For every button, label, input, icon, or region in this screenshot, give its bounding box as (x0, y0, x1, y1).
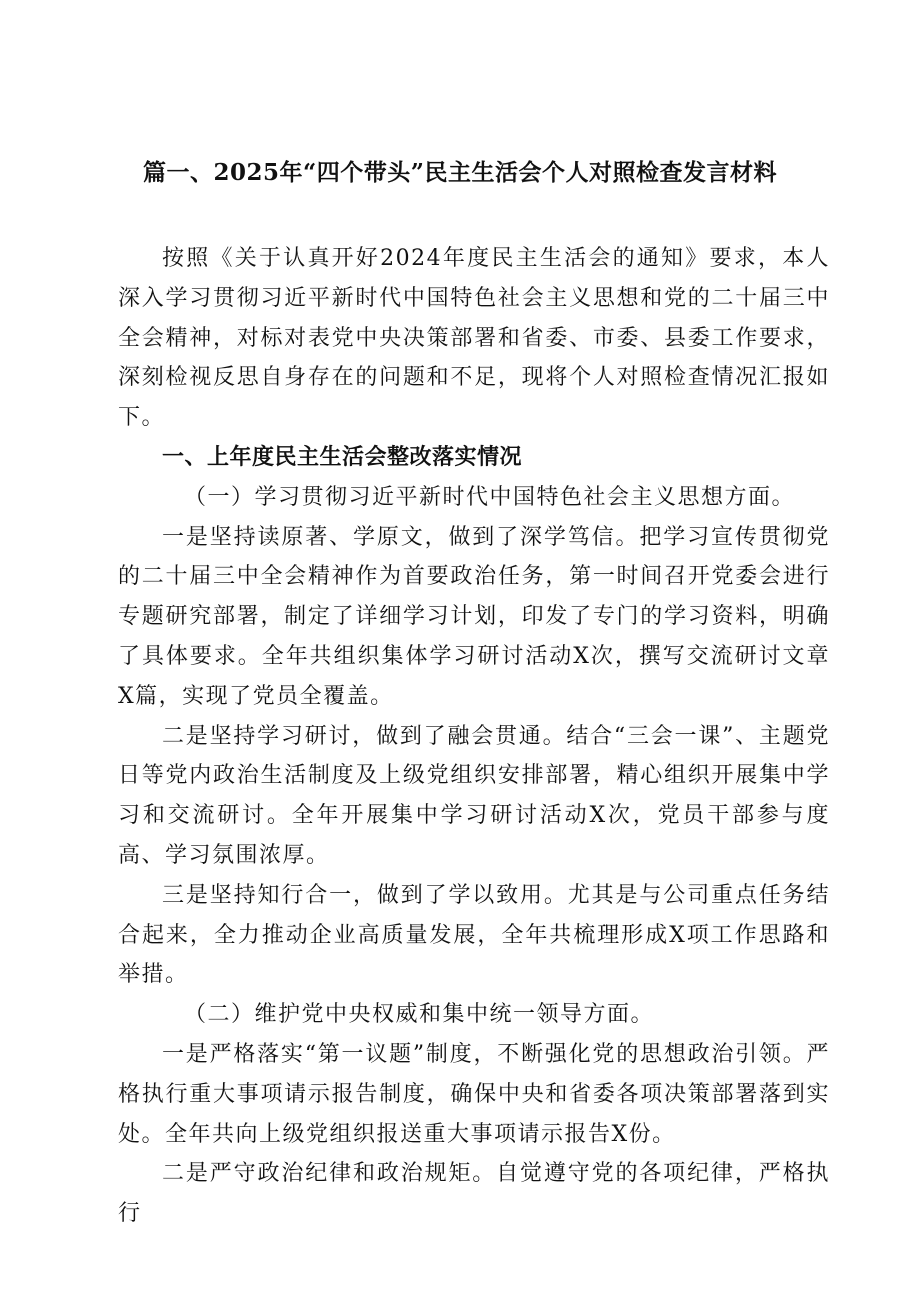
subsection-heading: （一）学习贯彻习近平新时代中国特色社会主义思想方面。 (184, 484, 796, 510)
intro-paragraph: 按照《关于认真开好2024年度民主生活会的通知》要求，本人深入学习贯彻习近平新时代中国特色社会主义思想和党的二十届三中全会精神，对标对表党中央决策部署和省委、市委、县委工作要求，深刻检视反思自身存在的问题和不足，现将个人对照检查情况汇报如下。 (118, 246, 830, 431)
document-body (118, 239, 830, 1234)
subsection-heading: （二）维护党中央权威和集中统一领导方面。 (184, 1002, 655, 1028)
body-paragraph: 三是坚持知行合一，做到了学以致用。尤其是与公司重点任务结合起来，全力推动企业高质量发展，全年共梳理形成X项工作思路和举措。 (118, 882, 830, 988)
body-paragraph: 一是严格落实“第一议题”制度，不断强化党的思想政治引领。严格执行重大事项请示报告制度，确保中央和省委各项决策部署落到实处。全年共向上级党组织报送重大事项请示报告X份。 (118, 1041, 830, 1147)
body-paragraph: 一是坚持读原著、学原文，做到了深学笃信。把学习宣传贯彻党的二十届三中全会精神作为首要政治任务，第一时间召开党委会进行专题研究部署，制定了详细学习计划，印发了专门的学习资料，明确了具体要求。全年共组织集体学习研讨活动X次，撰写交流研讨文章X篇，实现了党员全覆盖。 (118, 524, 830, 709)
body-paragraph: 二是坚持学习研讨，做到了融会贯通。结合“三会一课”、主题党日等党内政治生活制度及上级党组织安排部署，精心组织开展集中学习和交流研讨。全年开展集中学习研讨活动X次，党员干部参与度高、学习氛围浓厚。 (118, 723, 830, 868)
document-title: 篇一、2025年“四个带头”民主生活会个人对照检查发言材料 (143, 159, 777, 186)
section-heading: 一、上年度民主生活会整改落实情况 (162, 443, 523, 470)
body-paragraph: 二是严守政治纪律和政治规矩。自觉遵守党的各项纪律，严格执行 (118, 1161, 830, 1227)
